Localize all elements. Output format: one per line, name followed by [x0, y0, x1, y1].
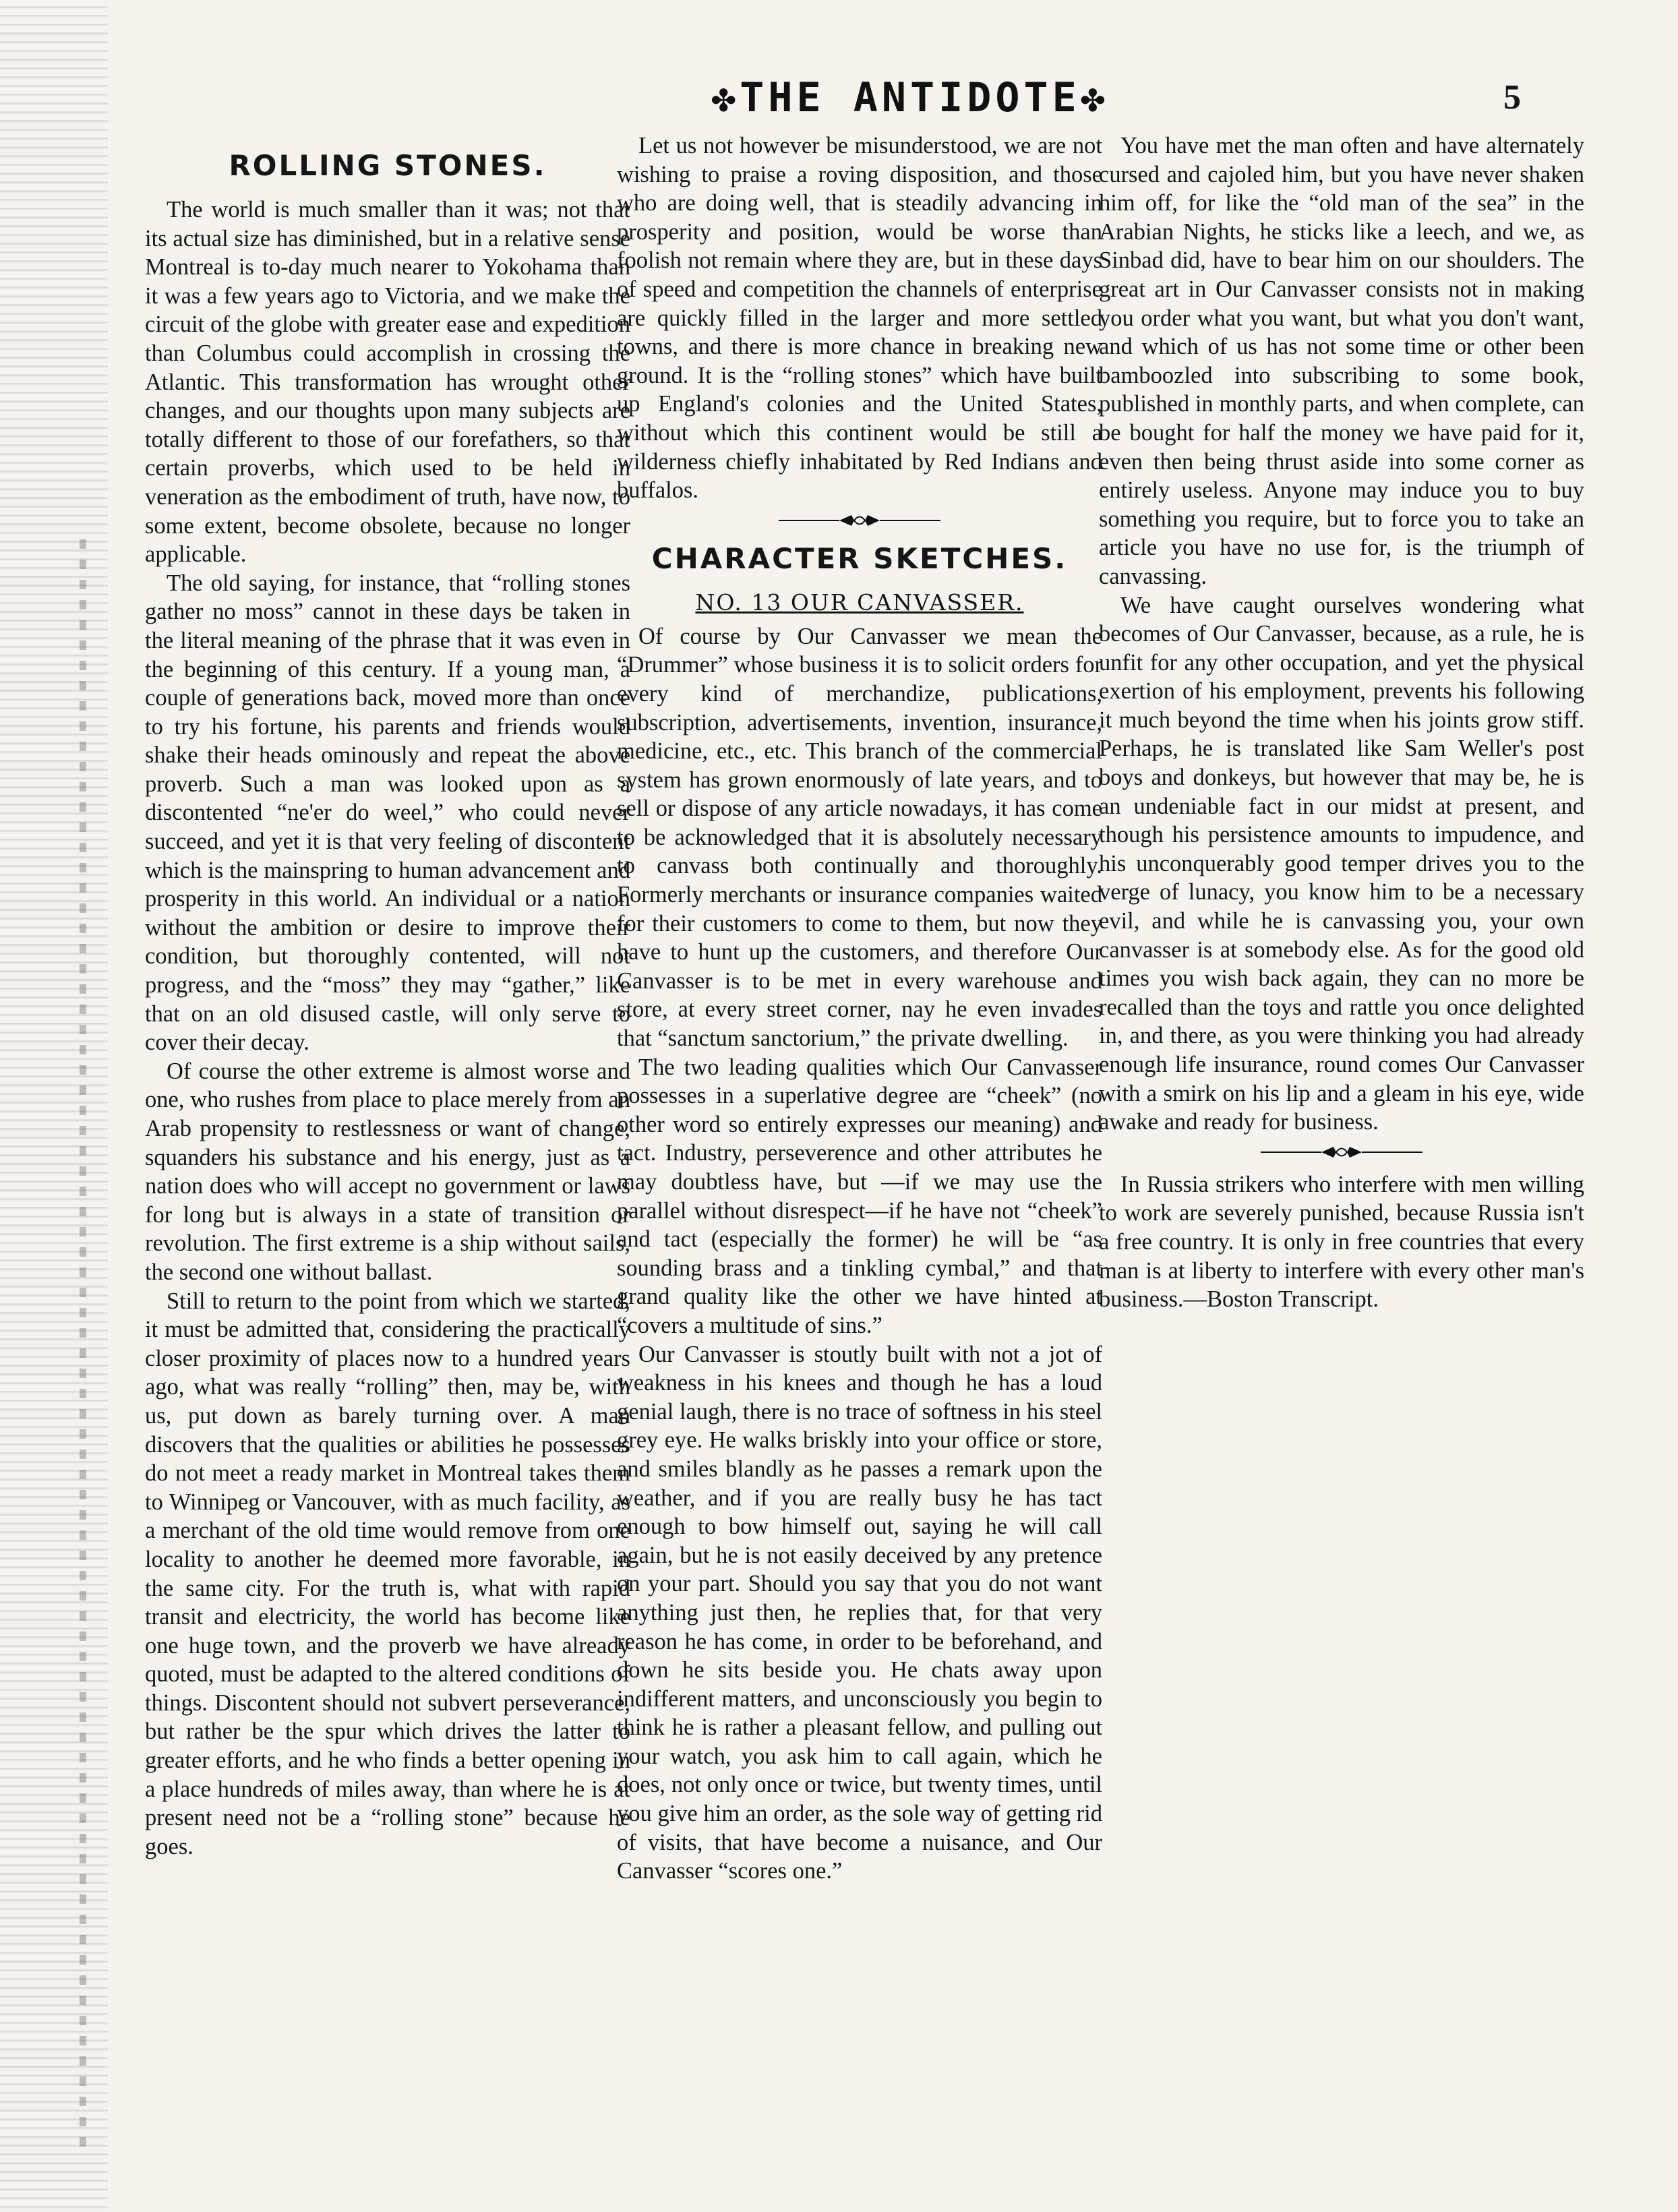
section-divider-ornament: [772, 512, 947, 529]
rolling-stones-paragraph-1: The world is much smaller than it was; not that its actual size has diminished, but in a relative sense Montreal is to-day much nearer to Yokohama than it was a few years ago to Victoria, and we make the circuit of the globe with greater ease and expedition than Columbus could accomplish in crossing the Atlantic. This transformation has wrought other changes, and our thoughts upon many subjects are totally different to those of our forefathers, so that certain proverbs, which used to be held in veneration as the embodiment of truth, have now, to some extent, become obsolete, because no longer applicable.: [145, 197, 630, 568]
character-sketches-paragraph-5: We have caught ourselves wondering what becomes of Our Canvasser, because, as a rule, he is unfit for any other occupation, and yet the physical exertion of his employment, prevents his following it much beyond the time when his joints grow stiff. Perhaps, he is translated like Sam Weller's post boys and donkeys, but however that may be, he is an undeniable fact in our midst at present, and though his persistence amounts to impudence, and his unconquerably good temper drives you to the verge of lunacy, you know him to be a necessary evil, and while he is canvassing you, your own canvasser is at somebody else. As for the good old times you wish back again, they can no more be recalled than the toys and rattle you once delighted in, and there, as you were thinking you had already enough life insurance, round comes Our Canvasser with a smirk on his lip and a gleam in his eye, wide awake and ready for business.: [1099, 592, 1584, 1135]
article-title-rolling-stones: ROLLING STONES.: [229, 149, 547, 182]
column-3: [1099, 131, 1584, 2161]
article-title-character-sketches: CHARACTER SKETCHES.: [651, 541, 1068, 575]
column-2: [617, 131, 1102, 2161]
binding-edge: [0, 0, 108, 2212]
character-sketches-paragraph-2: The two leading qualities which Our Canvasser possesses in a superlative degree are “cheek” (no other word so entirely expresses our meaning) and tact. Industry, perseverence and other attributes he may doubtless have, but —if we may use the parallel without disrespect—if he have not “cheek” and tact (especially the former) he will be “as sounding brass and a tinkling cymbal,” and that grand quality like the other we have hinted at “covers a multitude of sins.”: [617, 1054, 1102, 1338]
character-sketches-paragraph-1: Of course by Our Canvasser we mean the “Drummer” whose business it is to solicit orders for every kind of merchandize, publications, subscription, advertisements, invention, insurance, medicine, etc., etc. This branch of the commercial system has grown enormously of late years, and to sell or dispose of any article nowadays, it has come to be acknowledged that it is absolutely necessary to canvass both continually and thoroughly. Formerly merchants or insurance companies waited for their customers to come to them, but now they have to hunt up the customers, and therefore Our Canvasser is to be met in every warehouse and store, at every street corner, nay he even invades that “sanctum sanctorium,” the private dwelling.: [617, 623, 1102, 1052]
page-number: 5: [1503, 78, 1521, 117]
character-sketches-paragraph-4: You have met the man often and have alternately cursed and cajoled him, but you have never shaken him off, for like the “old man of the sea” in the Arabian Nights, he sticks like a leech, and we, as Sinbad did, have to bear him on our shoulders. The great art in Our Canvasser consists not in making you order what you want, but what you don't want, and which of us has not some time or other been bamboozled into subscribing to some book, published in monthly parts, and when complete, can be bought for half the money we have paid for it, even then being thrust aside into some corner as entirely useless. Anyone may induce you to buy something you require, but to force you to take an article you have no use for, is the triumph of canvassing.: [1099, 133, 1584, 589]
rolling-stones-paragraph-2: The old saying, for instance, that “rolling stones gather no moss” cannot in these days be taken in the literal meaning of the phrase that it was even in the beginning of this century. If a young man, a couple of generations back, moved more than once to try his fortune, his parents and friends would shake their heads ominously and repeat the above proverb. Such a man was looked upon as a discontented “ne'er do weel,” who could never succeed, and yet it is that very feeling of discontent which is the mainspring to human advancement and prosperity in this world. An individual or a nation without the ambition or desire to improve their condition, but thoroughly contented, will not progress, and the “moss” they may “gather,” like that on an old disused castle, will only serve to cover their decay.: [145, 570, 630, 1056]
article-subtitle: [617, 589, 1102, 617]
column-1: [145, 135, 630, 2164]
section-divider-ornament-2: [1254, 1143, 1429, 1161]
rolling-stones-paragraph-4: Still to return to the point from which we started, it must be admitted that, considering the practically closer proximity of places now to a hundred years ago, what was really “rolling” then, may be, with us, put down as barely turning over. A man discovers that the qualities or abilities he possesses do not meet a ready market in Montreal takes them to Winnipeg or Vancouver, with as much facility, as a merchant of the old time would remove from one locality to another he deemed more favorable, in the same city. For the truth is, what with rapid transit and electricity, the world has become like one huge town, and the proverb we have already quoted, must be adapted to the altered conditions of things. Discontent should not subvert perseverance, but rather be the spur which drives the latter to greater efforts, and he who finds a better opening in a place hundreds of miles away, than where he is at present need not be a “rolling stone” because he goes.: [145, 1288, 630, 1859]
rolling-stones-paragraph-5: Let us not however be misunderstood, we are not wishing to praise a roving disposition, and those who are doing well, that is steadily advancing in prosperity and position, would be worse than foolish not remain where they are, but in these days of speed and competition the channels of enterprise are quickly filled in the larger and more settled towns, and there is more chance in breaking new ground. It is the “rolling stones” which have built up England's colonies and the United States, without which this continent would be still a wilderness chiefly inhabitated by Red Indians and buffalos.: [617, 133, 1102, 504]
rolling-stones-paragraph-3: Of course the other extreme is almost worse and one, who rushes from place to place merely from an Arab propensity to restlessness or want of change, squanders his substance and his energy, just as a nation does who will accept no government or laws for long but is always in a state of transition or revolution. The first extreme is a ship without sails, the second one without ballast.: [145, 1058, 630, 1285]
article-subtitle-text: NO. 13 OUR CANVASSER.: [695, 589, 1024, 616]
character-sketches-paragraph-3a: Our Canvasser is stoutly built with not a jot of weakness in his knees and though he has a loud genial laugh, there is no trace of softness in his steel grey eye. He walks briskly into your office or store, and smiles blandly as he passes a remark upon the weather, and if you are really busy he has tact enough to bow himself out, saying he will call again, but he is not easily deceived by any pretence on your part. Should you say that you do not want anything just then, he replies that, for that very reason he has come, in order to be beforehand, and down he sits beside you. He chats away upon indifferent matters, and unconsciously you begin to think he is rather a pleasant fellow, and pulling out your watch, you ask him to call again, which he does, not only once or twice, but twenty times, until you give him an order, as the sole way of getting rid of visits, that have become a nuisance, and Our Canvasser “scores one.”: [617, 1341, 1102, 1884]
masthead-title: ✤THE ANTIDOTE✤: [711, 74, 1109, 121]
binding-stitching: [80, 539, 86, 2157]
russia-news-item: In Russia strikers who interfere with men willing to work are severely punished, because Russia isn't a free country. It is only in free countries that every man is at liberty to interfere with every other man's business.—Boston Transcript.: [1099, 1171, 1584, 1313]
